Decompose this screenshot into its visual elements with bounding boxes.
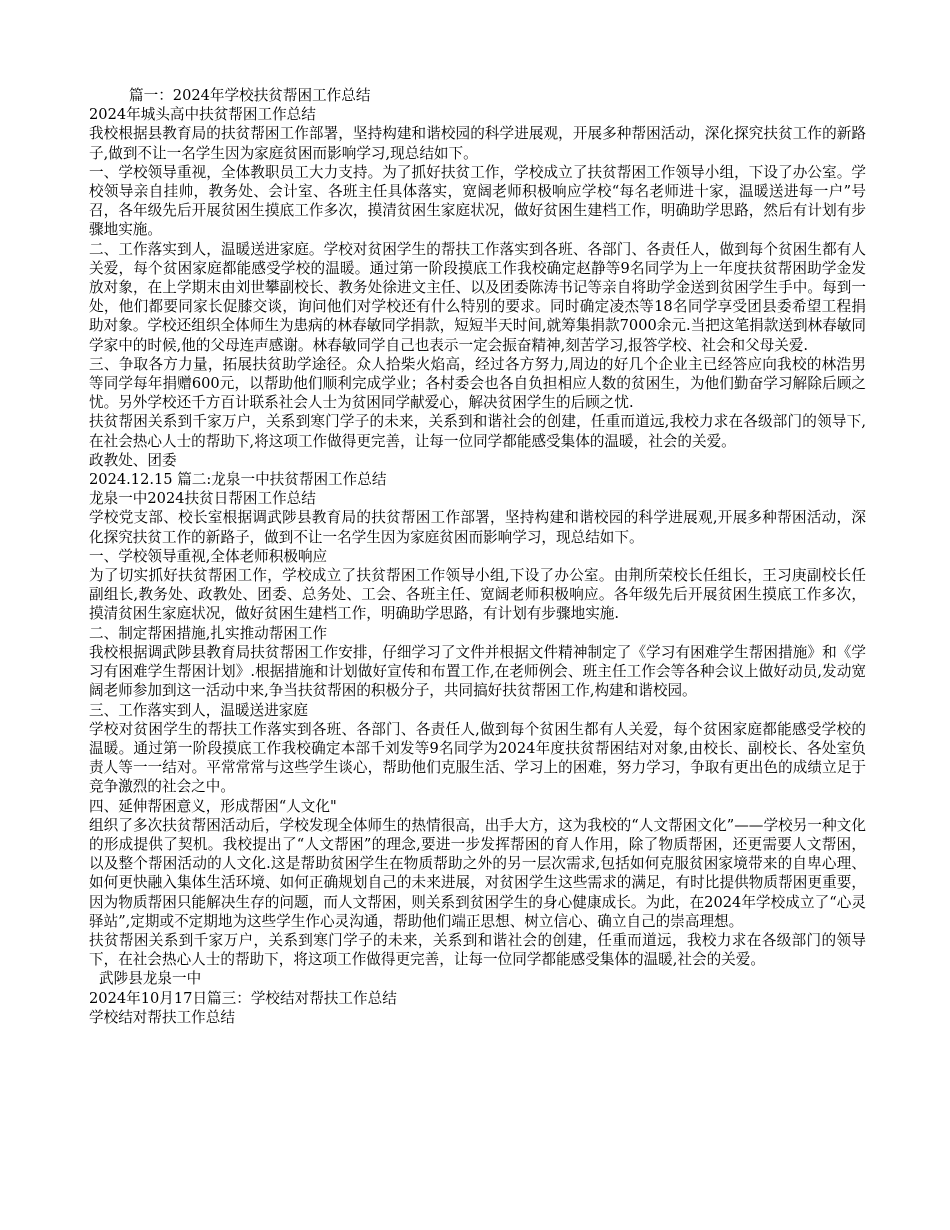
signature-dept: 政教处、团委 (89, 451, 177, 469)
paragraph: 学校对贫困学生的帮扶工作落实到各班、各部门、各责任人,做到每个贫困生都有人关爱，每个贫困家庭都能感受学校的温暖。通过第一阶段摸底工作我校确定本部千刘发等9名同学为2024年度扶贫帮困结对对象,由校长、副校长、各处室负责人等一一结对。平常常常与这些学生谈心，帮助他们克服生活、学习上的困难，努力学习，争取有更出色的成绩立足于竞争激烈的社会之中。 (89, 720, 866, 796)
paragraph: 扶贫帮困关系到千家万户，关系到寒门学子的未来，关系到和谐社会的创建，任重而道远，我校力求在各级部门的领导下，在社会热心人士的帮助下，将这项工作做得更完善，让每一位同学都能感受集体的温暖,社会的关爱。 (89, 931, 866, 969)
article-subtitle-2: 龙泉一中2024扶贫日帮困工作总结 (89, 490, 316, 508)
article-title-1: 篇一：2024年学校扶贫帮困工作总结 (129, 87, 371, 104)
section-heading: 二、制定帮困措施,扎实推动帮困工作 (89, 624, 328, 642)
paragraph: 我校根据县教育局的扶贫帮困工作部署，坚持构建和谐校园的科学进展观，开展多种帮困活动，深化探究扶贫工作的新路子,做到不让一名学生因为家庭贫困而影响学习,现总结如下。 (89, 125, 866, 162)
paragraph: 我校根据调武陟县教育局扶贫帮困工作安排，仔细学习了文件并根据文件精神制定了《学习有困难学生帮困措施》和《学习有困难学生帮困计划》.根据措施和计划做好宣传和布置工作,在老师例会、班主任工作会等各种会议上做好动员,发动宽阔老师参加到这一活动中来,争当扶贫帮困的积极分子，共同搞好扶贫帮困工作,构建和谐校园。 (89, 643, 866, 700)
paragraph: 三、争取各方力量，拓展扶贫助学途径。众人拾柴火焰高，经过各方努力,周边的好几个企业主已经答应向我校的林浩男等同学每年捐赠600元，以帮助他们顺利完成学业；各村委会也各自负担相应人数的贫困生，为他们勤奋学习解除后顾之忧。另外学校还千方百计联系社会人士为贫困同学献爱心，解决贫困学生的后顾之忧. (89, 355, 866, 412)
paragraph: 扶贫帮困关系到千家万户，关系到寒门学子的未来，关系到和谐社会的创建，任重而道远,我校力求在各级部门的领导下,在社会热心人士的帮助下,将这项工作做得更完善，让每一位同学都能感受集体的温暖，社会的关爱。 (89, 413, 866, 450)
paragraph: 组织了多次扶贫帮困活动后，学校发现全体师生的热情很高，出手大方，这为我校的“人文帮困文化”——学校另一种文化的形成提供了契机。我校提出了“人文帮困”的理念,要进一步发挥帮困的育人作用，除了物质帮困，还更需要人文帮困，以及整个帮困活动的人文化.这是帮助贫困学生在物质帮助之外的另一层次需求,包括如何克服贫困家境带来的自卑心理、如何更快融入集体生活环境、如何正确规划自己的未来进展，对贫困学生这些需求的满足，有时比提供物质帮困更重要，因为物质帮困只能解决生存的问题，而人文帮困，则关系到贫困学生的身心健康成长。为此，在2024年学校成立了“心灵驿站”,定期或不定期地为这些学生作心灵沟通，帮助他们端正思想、树立信心、确立自己的崇高理想。 (89, 816, 866, 930)
date-and-article-title-2: 2024.12.15 篇二:龙泉一中扶贫帮困工作总结 (89, 471, 387, 489)
article-subtitle-1: 2024年城头高中扶贫帮困工作总结 (89, 106, 316, 124)
section-heading: 三、工作落实到人，温暖送进家庭 (89, 701, 308, 719)
paragraph: 学校党支部、校长室根据调武陟县教育局的扶贫帮困工作部署，坚持构建和谐校园的科学进展观,开展多种帮困活动，深化探究扶贫工作的新路子，做到不让一名学生因为家庭贫困而影响学习，现总结如下。 (89, 509, 866, 546)
section-heading: 四、延伸帮困意义，形成帮困“人文化" (89, 797, 337, 815)
paragraph: 二、工作落实到人，温暖送进家庭。学校对贫困学生的帮扶工作落实到各班、各部门、各责任人，做到每个贫困生都有人关爱，每个贫困家庭都能感受学校的温暖。通过第一阶段摸底工作我校确定赵静等9名同学为上一年度扶贫帮困助学金发放对象，在上学期末由刘世攀副校长、教务处徐进文主任、以及团委陈涛书记等亲自将助学金送到贫困学生手中。每到一处，他们都要同家长促膝交谈，询问他们对学校还有什么特别的要求。同时确定凌杰等18名同学享受团县委希望工程捐助对象。学校还组织全体师生为患病的林春敏同学捐款，短短半天时间,就筹集捐款7000余元.当把这笔捐款送到林春敏同学家中的时候,他的父母连声感谢。林春敏同学自己也表示一定会振奋精神,刻苦学习,报答学校、社会和父母关爱. (89, 240, 866, 354)
paragraph: 一、学校领导重视，全体教职员工大力支持。为了抓好扶贫工作，学校成立了扶贫帮困工作领导小组，下设了办公室。学校领导亲自挂帅，教务处、会计室、各班主任具体落实，宽阔老师积极响应学校“每名老师进十家，温暖送进每一户”号召，各年级先后开展贫困生摸底工作多次，摸清贫困生家庭状况，做好贫困生建档工作，明确助学思路，然后有计划有步骤地实施。 (89, 163, 866, 239)
date-and-article-title-3: 2024年10月17日篇三：学校结对帮扶工作总结 (89, 989, 397, 1007)
section-heading: 一、学校领导重视,全体老师积极响应 (89, 547, 328, 565)
signature-school: 武陟县龙泉一中 (99, 970, 202, 988)
article-subtitle-3: 学校结对帮扶工作总结 (89, 1008, 235, 1026)
paragraph: 为了切实抓好扶贫帮困工作，学校成立了扶贫帮困工作领导小组,下设了办公室。由荆所荣校长任组长，王习庚副校长任副组长,教务处、政教处、团委、总务处、工会、各班主任、宽阔老师积极响应。各年级先后开展贫困生摸底工作多次，摸清贫困生家庭状况，做好贫困生建档工作，明确助学思路，有计划有步骤地实施. (89, 567, 866, 623)
